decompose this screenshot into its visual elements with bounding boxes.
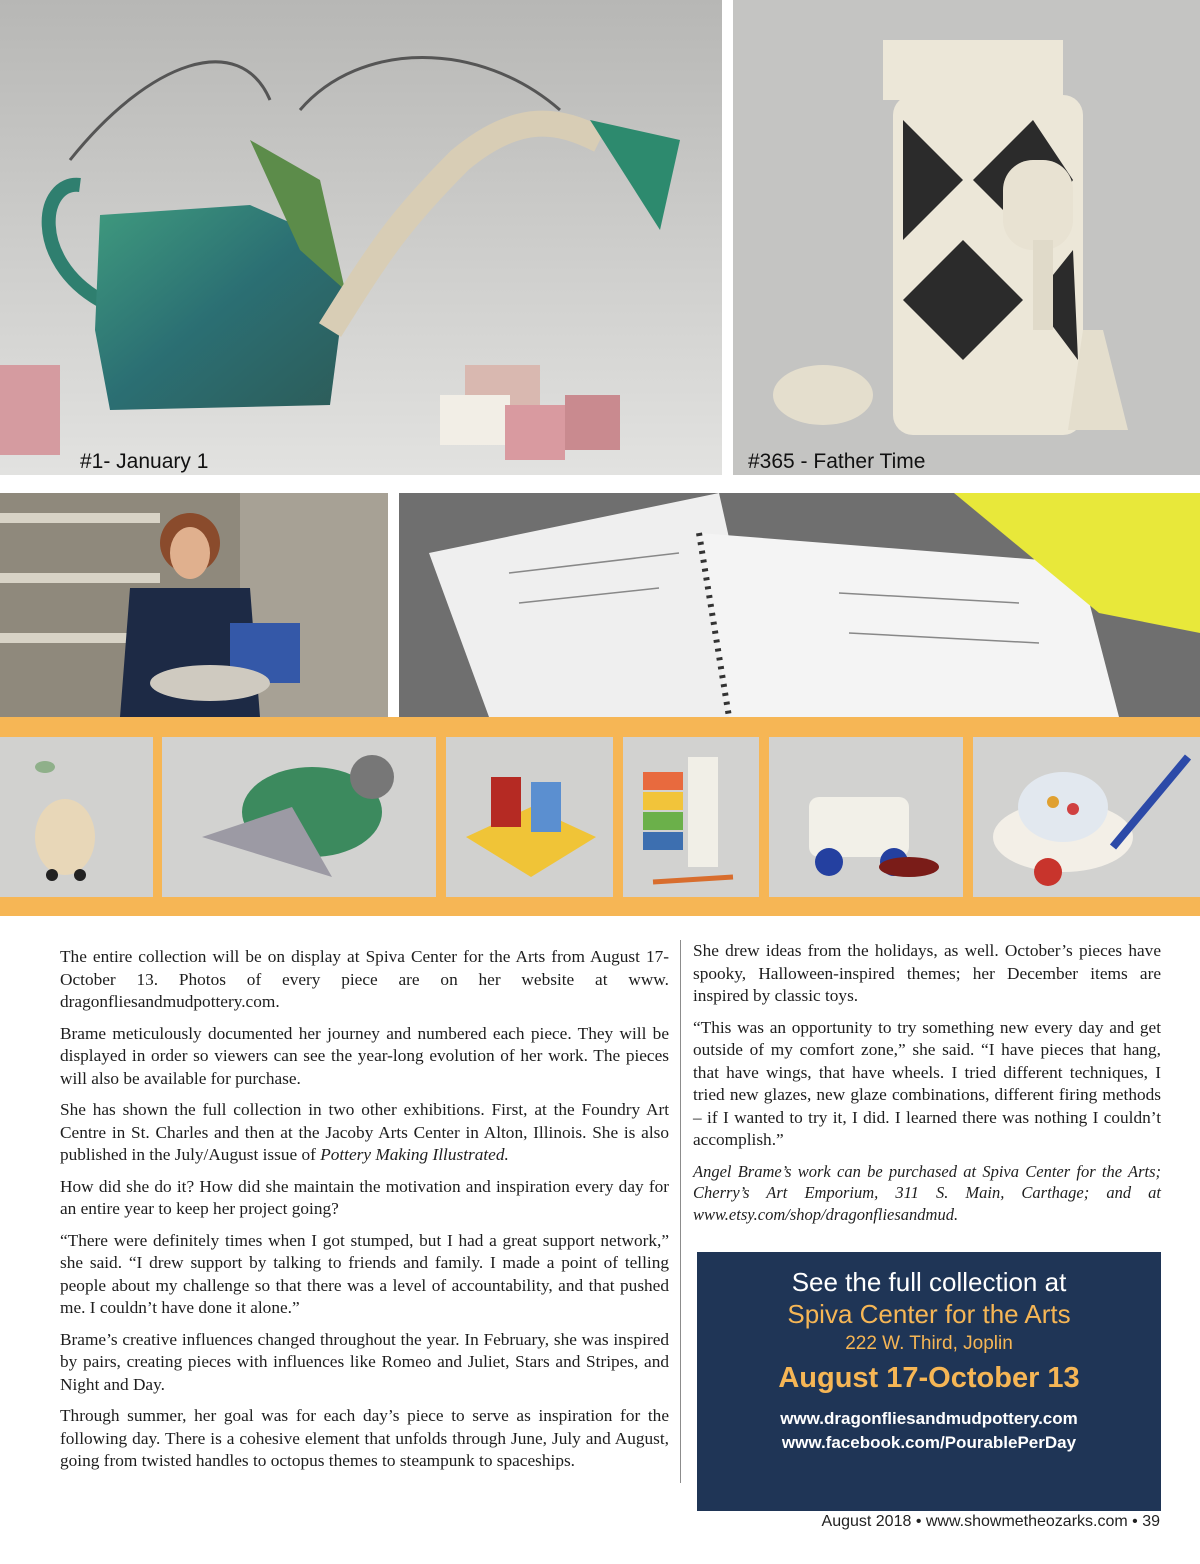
article-paragraph: “This was an opportunity to try something new every day and get outside of my comfort zone,” she said. “I have pieces that hang, that have wings, that have wheels. I tried different techniques, I tried new glazes, new glaze combinations, different firing methods – if I wanted to try it, I did. I learned there was nothing I couldn’t accomplish.” xyxy=(693,1017,1161,1149)
promo-intro: See the full collection at xyxy=(791,1267,1067,1297)
article-paragraph: She drew ideas from the holidays, as well. October’s pieces have spooky, Halloween-inspired themes; her December items are inspired by classic toys. xyxy=(693,941,1161,1005)
sketchbook-photo xyxy=(399,493,1200,717)
exhibition-promo-box xyxy=(697,1252,1161,1511)
column-divider xyxy=(680,940,681,1483)
promo-dates: August 17-October 13 xyxy=(778,1362,1080,1394)
toy-truck-thumbnail xyxy=(769,737,963,897)
boxing-robots-thumbnail xyxy=(446,737,613,897)
purchase-note: Angel Brame’s work can be purchased at Spiva Center for the Arts; Cherry’s Art Emporium, 311 S. Main, Carthage; and at www.etsy.com/shop/dragonfliesandmud. xyxy=(693,1161,1161,1224)
promo-website-link[interactable]: www.dragonfliesandmudpottery.com xyxy=(780,1409,1078,1428)
article-left-column xyxy=(60,946,669,1482)
snail-rocket-thumbnail xyxy=(162,737,436,897)
promo-address: 222 W. Third, Joplin xyxy=(845,1333,1013,1354)
article-right-column xyxy=(693,940,1161,1234)
article-paragraph-text: She has shown the full collection in two other exhibitions. First, at the Foundry Art Centre in St. Charles and then at the Jacoby Arts Center in Alton, Illinois. She is also published in the July/August issue of xyxy=(60,1100,669,1164)
watering-can-photo xyxy=(0,0,722,475)
publication-title: Pottery Making Illustrated. xyxy=(320,1145,509,1164)
article-paragraph: Brame meticulously documented her journey and numbered each piece. They will be displayed in order so viewers can see the year-long evolution of her work. The pieces will also be available for purchase. xyxy=(60,1023,669,1088)
article-paragraph: The entire collection will be on display at Spiva Center for the Arts from August 17-October 13. Photos of every piece are on her website at www. dragonfliesandmudpottery.com. xyxy=(60,947,669,1011)
article-paragraph: Brame’s creative influences changed throughout the year. In February, she was inspired by pairs, creating pieces with influences like Romeo and Juliet, Stars and Stripes, and Night and Day. xyxy=(60,1329,669,1394)
article-paragraph: How did she do it? How did she maintain the motivation and inspiration every day for an entire year to keep her project going? xyxy=(60,1176,669,1218)
page-footer: August 2018 • www.showmetheozarks.com • 39 xyxy=(821,1513,1160,1530)
pear-toy-thumbnail xyxy=(0,737,153,897)
father-time-photo xyxy=(733,0,1200,475)
article-paragraph: Through summer, her goal was for each day’s piece to serve as inspiration for the following day. There is a cohesive element that unfolds through June, July and August, going from twisted handles to octopus themes to steampunk to spaceships. xyxy=(60,1406,669,1470)
xylophone-thumbnail xyxy=(623,737,759,897)
promo-venue: Spiva Center for the Arts xyxy=(787,1299,1071,1329)
artist-at-wheel-photo xyxy=(0,493,388,717)
article-paragraph xyxy=(60,1099,669,1167)
promo-facebook-link[interactable]: www.facebook.com/PourablePerDay xyxy=(781,1433,1077,1452)
photo-caption-father-time: #365 - Father Time xyxy=(748,450,926,473)
photo-caption-january-1: #1- January 1 xyxy=(80,450,209,473)
popcorn-pusher-thumbnail xyxy=(973,737,1200,897)
article-paragraph: “There were definitely times when I got stumped, but I had a great support network,” she said. “I drew support by talking to friends and family. I made a point of telling people about my challenge so that there was a level of accountability, and that pushed me. I couldn’t have done it alone.” xyxy=(60,1230,669,1317)
